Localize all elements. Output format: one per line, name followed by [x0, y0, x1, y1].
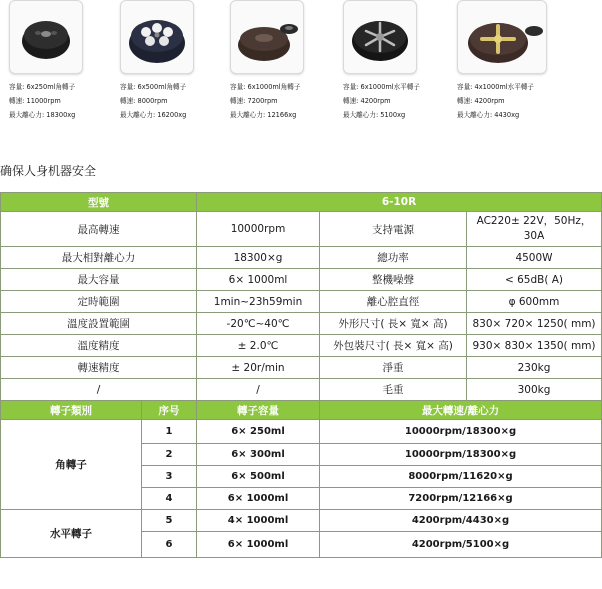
spec-row	[1, 269, 602, 291]
spec-value: 300kg	[467, 379, 602, 401]
rotor-number: 5	[142, 510, 197, 532]
spec-value: 1min~23h59min	[197, 291, 320, 313]
rotor-image	[457, 0, 547, 74]
rotor-capacity-cell: 6× 300ml	[197, 444, 320, 466]
spec-label: 溫度精度	[1, 335, 197, 357]
rotor-card	[120, 0, 232, 122]
spec-value: ± 2.0℃	[197, 335, 320, 357]
rotor-rcf: 最大離心力: 4430xg	[457, 111, 520, 119]
spec-label: 淨重	[320, 357, 467, 379]
rotor-row	[1, 420, 602, 444]
spec-header-row	[1, 193, 602, 212]
spec-value: 6× 1000ml	[197, 269, 320, 291]
spec-label: 離心腔直徑	[320, 291, 467, 313]
spec-row	[1, 313, 602, 335]
spec-value: 930× 830× 1350( mm)	[467, 335, 602, 357]
rotor-capacity-cell: 6× 500ml	[197, 466, 320, 488]
rotor-group-name: 角轉子	[1, 420, 142, 510]
spec-row	[1, 291, 602, 313]
spec-row	[1, 357, 602, 379]
rotor-speed: 轉速: 4200rpm	[457, 97, 505, 105]
rotor-number: 6	[142, 532, 197, 558]
rotor-image	[120, 0, 194, 74]
spec-label: /	[1, 379, 197, 401]
rotor-capacity-cell: 6× 250ml	[197, 420, 320, 444]
model-value: 6-10R	[197, 193, 602, 212]
spec-value: AC220± 22V，50Hz，30A	[467, 212, 602, 247]
rotor-image	[230, 0, 304, 74]
spec-label: 最高轉速	[1, 212, 197, 247]
spec-value: φ 600mm	[467, 291, 602, 313]
spec-value: 4500W	[467, 247, 602, 269]
rotor-gallery	[0, 0, 602, 130]
spec-value: -20℃~40℃	[197, 313, 320, 335]
spec-label: 整機噪聲	[320, 269, 467, 291]
rotor-capacity-cell: 4× 1000ml	[197, 510, 320, 532]
column-header: 序号	[142, 401, 197, 420]
safety-tagline: 确保人身机器安全	[0, 164, 97, 178]
column-header: 轉子類別	[1, 401, 142, 420]
spec-label: 外形尺寸( 長× 寬× 高)	[320, 313, 467, 335]
rotor-rcf: 最大離心力: 12166xg	[230, 111, 297, 119]
rotor-speed: 轉速: 4200rpm	[343, 97, 391, 105]
rotor-max-speed: 4200rpm/4430×g	[320, 510, 602, 532]
spec-label: 外包裝尺寸( 長× 寬× 高)	[320, 335, 467, 357]
rotor-table-header-row	[1, 401, 602, 420]
spec-label: 毛重	[320, 379, 467, 401]
rotor-speed: 轉速: 7200rpm	[230, 97, 278, 105]
rotor-row	[1, 510, 602, 532]
rotor-max-speed: 4200rpm/5100×g	[320, 532, 602, 558]
rotor-capacity-cell: 6× 1000ml	[197, 532, 320, 558]
rotor-card	[457, 0, 569, 122]
rotor-capacity: 容量: 6x250ml角轉子	[9, 83, 76, 91]
rotor-group-name: 水平轉子	[1, 510, 142, 558]
rotor-max-speed: 7200rpm/12166×g	[320, 488, 602, 510]
rotor-max-speed: 10000rpm/18300×g	[320, 444, 602, 466]
rotor-max-speed: 8000rpm/11620×g	[320, 466, 602, 488]
spec-label: 支持電源	[320, 212, 467, 247]
rotor-image	[343, 0, 417, 74]
rotor-rcf: 最大離心力: 5100xg	[343, 111, 406, 119]
rotor-number: 4	[142, 488, 197, 510]
spec-row	[1, 247, 602, 269]
model-label: 型號	[1, 193, 197, 212]
rotor-speed: 轉速: 8000rpm	[120, 97, 168, 105]
spec-row	[1, 379, 602, 401]
spec-value: < 65dB( A)	[467, 269, 602, 291]
rotor-image	[9, 0, 83, 74]
rotor-capacity: 容量: 6x1000ml水平轉子	[343, 83, 421, 91]
rotor-number: 2	[142, 444, 197, 466]
rotor-number: 3	[142, 466, 197, 488]
spec-label: 最大相對離心力	[1, 247, 197, 269]
rotor-rcf: 最大離心力: 18300xg	[9, 111, 76, 119]
spec-value: 830× 720× 1250( mm)	[467, 313, 602, 335]
column-header: 最大轉速/離心力	[320, 401, 602, 420]
rotor-card	[9, 0, 121, 122]
rotor-rcf: 最大離心力: 16200xg	[120, 111, 187, 119]
spec-value: 10000rpm	[197, 212, 320, 247]
spec-label: 定時範圍	[1, 291, 197, 313]
spec-label: 轉速精度	[1, 357, 197, 379]
rotor-capacity: 容量: 4x1000ml水平轉子	[457, 83, 535, 91]
rotor-capacity: 容量: 6x500ml角轉子	[120, 83, 187, 91]
spec-value: 18300×g	[197, 247, 320, 269]
spec-label: 總功率	[320, 247, 467, 269]
rotor-capacity: 容量: 6x1000ml角轉子	[230, 83, 301, 91]
spec-table	[0, 192, 602, 558]
spec-value: ± 20r/min	[197, 357, 320, 379]
rotor-card	[343, 0, 455, 122]
spec-label: 溫度設置範圍	[1, 313, 197, 335]
column-header: 轉子容量	[197, 401, 320, 420]
rotor-card	[230, 0, 342, 122]
spec-row	[1, 335, 602, 357]
rotor-speed: 轉速: 11000rpm	[9, 97, 61, 105]
spec-value: 230kg	[467, 357, 602, 379]
rotor-capacity-cell: 6× 1000ml	[197, 488, 320, 510]
spec-row	[1, 212, 602, 247]
spec-label: 最大容量	[1, 269, 197, 291]
rotor-number: 1	[142, 420, 197, 444]
spec-value: /	[197, 379, 320, 401]
rotor-max-speed: 10000rpm/18300×g	[320, 420, 602, 444]
